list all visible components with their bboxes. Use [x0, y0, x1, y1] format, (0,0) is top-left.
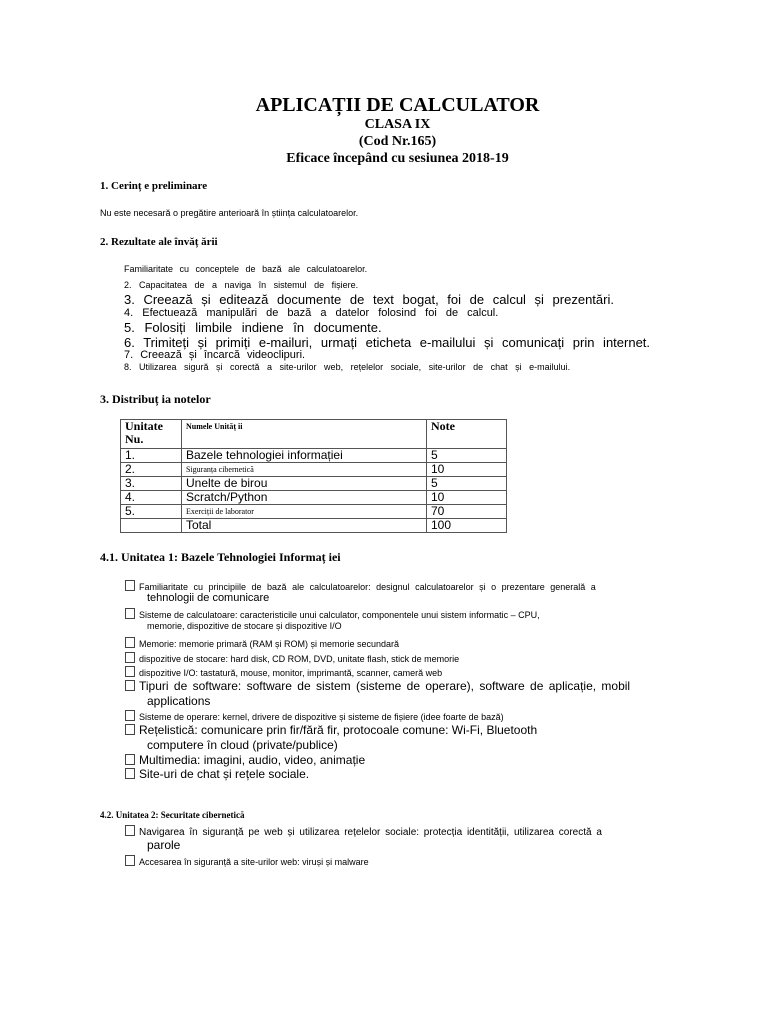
bullet-box-icon — [125, 825, 135, 836]
table-total-row — [121, 519, 507, 533]
table-row — [121, 491, 507, 505]
bullet-box-icon — [125, 855, 135, 866]
total-value: 100 — [427, 519, 507, 533]
table-row — [121, 477, 507, 491]
outcome-item: 5. Folosiți limbile indiene în documente. — [124, 320, 382, 335]
marks-table — [120, 419, 507, 533]
bullet-text: Site-uri de chat și rețele sociale. — [139, 767, 310, 781]
outcome-item: Familiaritate cu conceptele de bază ale calculatoarelor. — [124, 264, 368, 274]
unit-number: 2. — [121, 463, 182, 477]
bullet-box-icon — [125, 768, 135, 779]
list-item — [125, 825, 602, 838]
outcome-item: 7. Creează și încarcă videoclipuri. — [124, 349, 306, 361]
section-4-1-heading: 4.1. Unitatea 1: Bazele Tehnologiei Informaț iei — [100, 550, 341, 564]
section-3-heading: 3. Distribuț ia notelor — [100, 392, 211, 406]
bullet-box-icon — [125, 652, 135, 663]
bullet-text: dispozitive I/O: tastatură, mouse, monitor, imprimantă, scanner, cameră web — [139, 668, 443, 678]
bullet-box-icon — [125, 608, 135, 619]
bullet-text: Sisteme de operare: kernel, drivere de dispozitive și sisteme de fișiere (idee foarte de bază) — [139, 712, 504, 722]
bullet-text: Multimedia: imagini, audio, video, animație — [139, 753, 366, 767]
class-label: CLASA IX — [364, 117, 431, 132]
bullet-box-icon — [125, 724, 135, 735]
list-item-continuation: tehnologii de comunicare — [147, 592, 270, 604]
table-row — [121, 463, 507, 477]
list-item — [125, 652, 459, 664]
total-label: Total — [182, 519, 427, 533]
unit-notes: 10 — [427, 491, 507, 505]
outcome-item: 8. Utilizarea sigură și corectă a site-urilor web, rețelelor sociale, site-urilor de chat și e-mailului. — [124, 362, 571, 372]
outcome-item: 4. Efectuează manipulări de bază a datelor folosind foi de calcul. — [124, 307, 499, 319]
list-item — [125, 580, 596, 592]
list-item — [125, 710, 504, 722]
unit-notes: 5 — [427, 477, 507, 491]
outcome-item: 6. Trimiteți și primiți e-mailuri, urmați eticheta e-mailului și comunicați prin internet. — [124, 335, 651, 350]
unit-notes: 5 — [427, 449, 507, 463]
list-item — [125, 753, 365, 767]
section-1-heading: 1. Cerinț e preliminare — [100, 180, 208, 192]
bullet-box-icon — [125, 710, 135, 721]
list-item-continuation: applications — [147, 694, 211, 708]
bullet-box-icon — [125, 637, 135, 648]
unit-number: 4. — [121, 491, 182, 505]
list-item-continuation: computere în cloud (private/publice) — [147, 738, 338, 752]
unit-number: 5. — [121, 505, 182, 519]
list-item — [125, 666, 442, 678]
col-name-header: Numele Unităț ii — [182, 420, 427, 449]
document-title: APLICAȚII DE CALCULATOR — [255, 94, 540, 116]
unit-notes: 10 — [427, 463, 507, 477]
bullet-box-icon — [125, 666, 135, 677]
bullet-text: Tipuri de software: software de sistem (sisteme de operare), software de aplicație, mobil — [139, 679, 631, 693]
bullet-text: dispozitive de stocare: hard disk, CD ROM, DVD, unitate flash, stick de memorie — [139, 654, 460, 664]
bullet-text: Sisteme de calculatoare: caracteristicile unui calculator, componentele unui sistem informatic – CPU, — [139, 610, 540, 620]
bullet-box-icon — [125, 580, 135, 591]
effective-session: Eficace începând cu sesiunea 2018-19 — [286, 151, 509, 166]
unit-number: 1. — [121, 449, 182, 463]
unit-name: Exerciții de laborator — [182, 505, 427, 519]
bullet-box-icon — [125, 754, 135, 765]
col-notes-header: Note — [427, 420, 507, 449]
table-header-row — [121, 420, 507, 449]
list-item — [125, 637, 399, 649]
bullet-text: Memorie: memorie primară (RAM și ROM) și memorie secundară — [139, 639, 400, 649]
table-row — [121, 449, 507, 463]
bullet-text: Familiaritate cu principiile de bază ale calculatoarelor: designul calculatoarelor și o prezentare generală a — [139, 582, 596, 592]
course-code: (Cod Nr.165) — [358, 134, 437, 149]
bullet-text: Rețelistică: comunicare prin fir/fără fir, protocoale comune: Wi-Fi, Bluetooth — [139, 723, 538, 737]
bullet-box-icon — [125, 680, 135, 691]
unit-number: 3. — [121, 477, 182, 491]
unit-name: Siguranța cibernetică — [182, 463, 427, 477]
list-item — [125, 855, 369, 867]
outcome-item: 3. Creează și editează documente de text bogat, foi de calcul și prezentări. — [124, 292, 614, 307]
list-item-continuation: memorie, dispozitive de stocare și dispozitive I/O — [147, 621, 342, 631]
list-item — [125, 608, 540, 620]
unit-name: Bazele tehnologiei informației — [182, 449, 427, 463]
table-row — [121, 505, 507, 519]
unit-notes: 70 — [427, 505, 507, 519]
section-4-2-heading: 4.2. Unitatea 2: Securitate cibernetică — [100, 810, 245, 820]
list-item — [125, 679, 630, 693]
section-2-heading: 2. Rezultate ale învăț ării — [100, 236, 218, 248]
list-item-continuation: parole — [147, 838, 181, 852]
list-item — [125, 723, 537, 737]
outcome-item: 2. Capacitatea de a naviga în sistemul de fișiere. — [124, 280, 359, 290]
list-item — [125, 767, 309, 781]
section-1-text: Nu este necesară o pregătire anterioară în știința calculatoarelor. — [100, 208, 359, 218]
col-unit-header: Unitate Nu. — [121, 420, 182, 449]
bullet-text: Accesarea în siguranță a site-urilor web: viruși și malware — [139, 857, 369, 867]
bullet-text: Navigarea în siguranță pe web și utilizarea rețelelor sociale: protecția identității, utilizarea corectă a — [139, 827, 602, 838]
unit-name: Scratch/Python — [182, 491, 427, 505]
unit-name: Unelte de birou — [182, 477, 427, 491]
total-empty-cell — [121, 519, 182, 533]
document-header — [0, 94, 768, 167]
